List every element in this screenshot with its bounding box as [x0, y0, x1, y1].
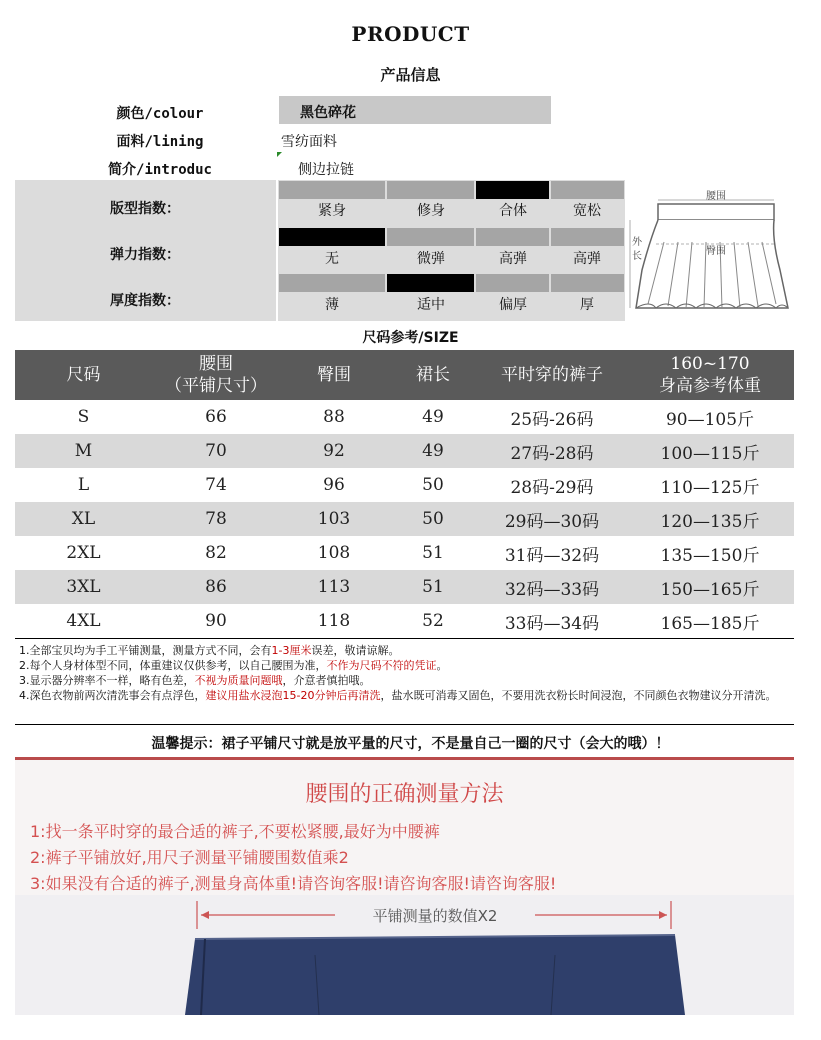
pants-size-cell: 25码-26码: [510, 409, 594, 430]
length-cell: 51: [388, 570, 478, 604]
fit-index-label: 版型指数：: [110, 201, 180, 217]
size-row: [15, 468, 794, 502]
weight-cell: 150—165斤: [626, 570, 794, 604]
pants-size-cell: 28码-29码: [510, 477, 594, 498]
skirt-measurement-diagram: [628, 180, 794, 322]
warm-tip: 温馨提示：裙子平铺尺寸就是放平量的尺寸，不是量自己一圈的尺寸（会大的哦）！: [151, 736, 670, 752]
hip-cell: 92: [280, 434, 388, 468]
pants-measure-illustration: [15, 895, 794, 1015]
size-cell: 3XL: [15, 570, 152, 604]
size-row: [15, 502, 794, 536]
elasticity-bar-high-2: [551, 228, 624, 246]
waist-cell: 74: [205, 475, 227, 495]
weight-cell: 110—125斤: [660, 477, 760, 498]
index-divider: [276, 180, 278, 321]
length-cell: 50: [388, 502, 478, 536]
size-row: [15, 400, 794, 434]
diagram-waist-label: 腰围: [706, 191, 726, 202]
length-cell: 50: [422, 475, 444, 495]
thickness-bar-thick: [551, 274, 624, 292]
hip-cell: 88: [323, 407, 345, 427]
weight-cell: 135—150斤: [660, 545, 760, 566]
length-cell: 49: [388, 434, 478, 468]
thickness-option-4: 厚: [580, 297, 594, 313]
elasticity-option-1: 无: [325, 251, 339, 267]
col-size: 尺码: [15, 350, 152, 400]
measurement-step-2: 2:裤子平铺放好,用尺子测量平铺腰围数值乘2: [30, 848, 349, 867]
elasticity-index-label: 弹力指数：: [110, 247, 180, 263]
hip-cell: 103: [280, 502, 388, 536]
size-cell: XL: [15, 502, 152, 536]
divider: [15, 724, 794, 725]
measurement-guide-image: [15, 757, 794, 1015]
note-2: 2.每个人身材体型不同，体重建议仅供参考，以自己腰围为准，不作为尺码不符的凭证。: [19, 659, 448, 672]
weight-cell: 90—105斤: [665, 409, 755, 430]
col-length: 裙长: [388, 350, 478, 400]
size-table-header: [15, 350, 794, 400]
diagram-length-label: 外长: [632, 237, 642, 262]
waist-cell: 90: [205, 611, 227, 631]
length-cell: 51: [422, 543, 444, 563]
fit-option-2: 修身: [417, 203, 445, 219]
thickness-index-label: 厚度指数：: [110, 293, 180, 309]
elasticity-bar-slight: [387, 228, 474, 246]
fit-option-4: 宽松: [573, 203, 601, 219]
divider: [15, 638, 794, 639]
size-cell: L: [77, 475, 90, 495]
elasticity-option-2: 微弹: [417, 251, 445, 267]
fit-bar-loose: [551, 181, 624, 199]
size-row: [15, 604, 794, 638]
size-cell: 2XL: [66, 543, 101, 563]
note-4: 4.深色衣物前两次清洗事会有点浮色，建议用盐水浸泡15-20分钟后再清洗，盐水既可消毒又固色，不要用洗衣粉长时间浸泡，不同颜色衣物建议分开清洗。: [19, 689, 777, 702]
weight-cell: 165—185斤: [660, 613, 760, 634]
waist-cell: 66: [205, 407, 227, 427]
size-cell: 4XL: [66, 611, 101, 631]
measure-arrow-label: 平铺测量的数值X2: [372, 907, 498, 925]
fit-bar-regular-selected: [476, 181, 549, 199]
pants-size-cell: 29码—30码: [478, 502, 626, 536]
fit-bar-tight: [279, 181, 385, 199]
col-waist: 腰围 （平铺尺寸）: [152, 350, 280, 400]
elasticity-bar-none-selected: [279, 228, 385, 246]
notes: [19, 643, 794, 703]
fit-option-3: 合体: [499, 203, 527, 219]
thickness-option-1: 薄: [325, 297, 339, 313]
thickness-option-3: 偏厚: [499, 297, 527, 313]
thickness-option-2: 适中: [417, 297, 445, 313]
fabric-label: 面料/lining: [116, 134, 204, 150]
pants-size-cell: 33码—34码: [504, 613, 600, 634]
size-cell: S: [77, 407, 90, 427]
size-row: [15, 536, 794, 570]
length-cell: 52: [422, 611, 444, 631]
color-label: 颜色/colour: [116, 106, 204, 122]
measurement-step-3: 3:如果没有合适的裤子,测量身高体重!请咨询客服!请咨询客服!请咨询客服!: [30, 874, 557, 893]
waist-cell: 70: [152, 434, 280, 468]
size-table-title: 尺码参考/SIZE: [362, 330, 459, 346]
page-title: PRODUCT: [351, 22, 470, 46]
color-value: 黑色碎花: [300, 105, 356, 121]
hip-cell: 108: [317, 543, 351, 563]
waist-cell: 82: [205, 543, 227, 563]
fit-option-1: 紧身: [318, 203, 346, 219]
pants-size-cell: 27码-28码: [478, 434, 626, 468]
thickness-bar-thick-ish: [476, 274, 549, 292]
intro-label: 简介/introduc: [108, 162, 212, 178]
measurement-guide-title: 腰围的正确测量方法: [305, 782, 504, 807]
elasticity-option-3: 高弹: [499, 251, 527, 267]
product-info-heading: 产品信息: [380, 66, 441, 84]
measurement-step-1: 1:找一条平时穿的最合适的裤子,不要松紧腰,最好为中腰裤: [30, 822, 440, 841]
thickness-bar-medium-selected: [387, 274, 474, 292]
pants-size-cell: 31码—32码: [504, 545, 600, 566]
diagram-hip-label: 臀围: [706, 246, 726, 257]
photo-top-border: [15, 757, 794, 760]
col-hip: 臀围: [280, 350, 388, 400]
size-table: [15, 350, 794, 638]
elasticity-option-4: 高弹: [573, 251, 601, 267]
length-cell: 49: [422, 407, 444, 427]
hip-cell: 96: [323, 475, 345, 495]
size-row: [15, 570, 794, 604]
thickness-bar-thin: [279, 274, 385, 292]
weight-cell: 100—115斤: [626, 434, 794, 468]
waist-cell: 86: [152, 570, 280, 604]
waist-cell: 78: [152, 502, 280, 536]
hip-cell: 113: [280, 570, 388, 604]
intro-value: 侧边拉链: [298, 162, 354, 178]
weight-cell: 120—135斤: [626, 502, 794, 536]
hip-cell: 118: [317, 611, 351, 631]
col-pants: 平时穿的裤子: [478, 350, 626, 400]
fabric-value: 雪纺面料: [281, 134, 337, 150]
note-1: 1.全部宝贝均为手工平铺测量，测量方式不同，会有1-3厘米误差，敬请谅解。: [19, 644, 400, 657]
elasticity-bar-high: [476, 228, 549, 246]
pants-size-cell: 32码—33码: [478, 570, 626, 604]
fit-bar-slim: [387, 181, 474, 199]
note-3: 3.显示器分辨率不一样，略有色差，不视为质量问题哦，介意者慎拍哦。: [19, 674, 371, 687]
col-weight: 160~170 身高参考体重: [626, 350, 794, 400]
size-cell: M: [15, 434, 152, 468]
size-row: [15, 434, 794, 468]
cell-marker-icon: [277, 152, 282, 157]
